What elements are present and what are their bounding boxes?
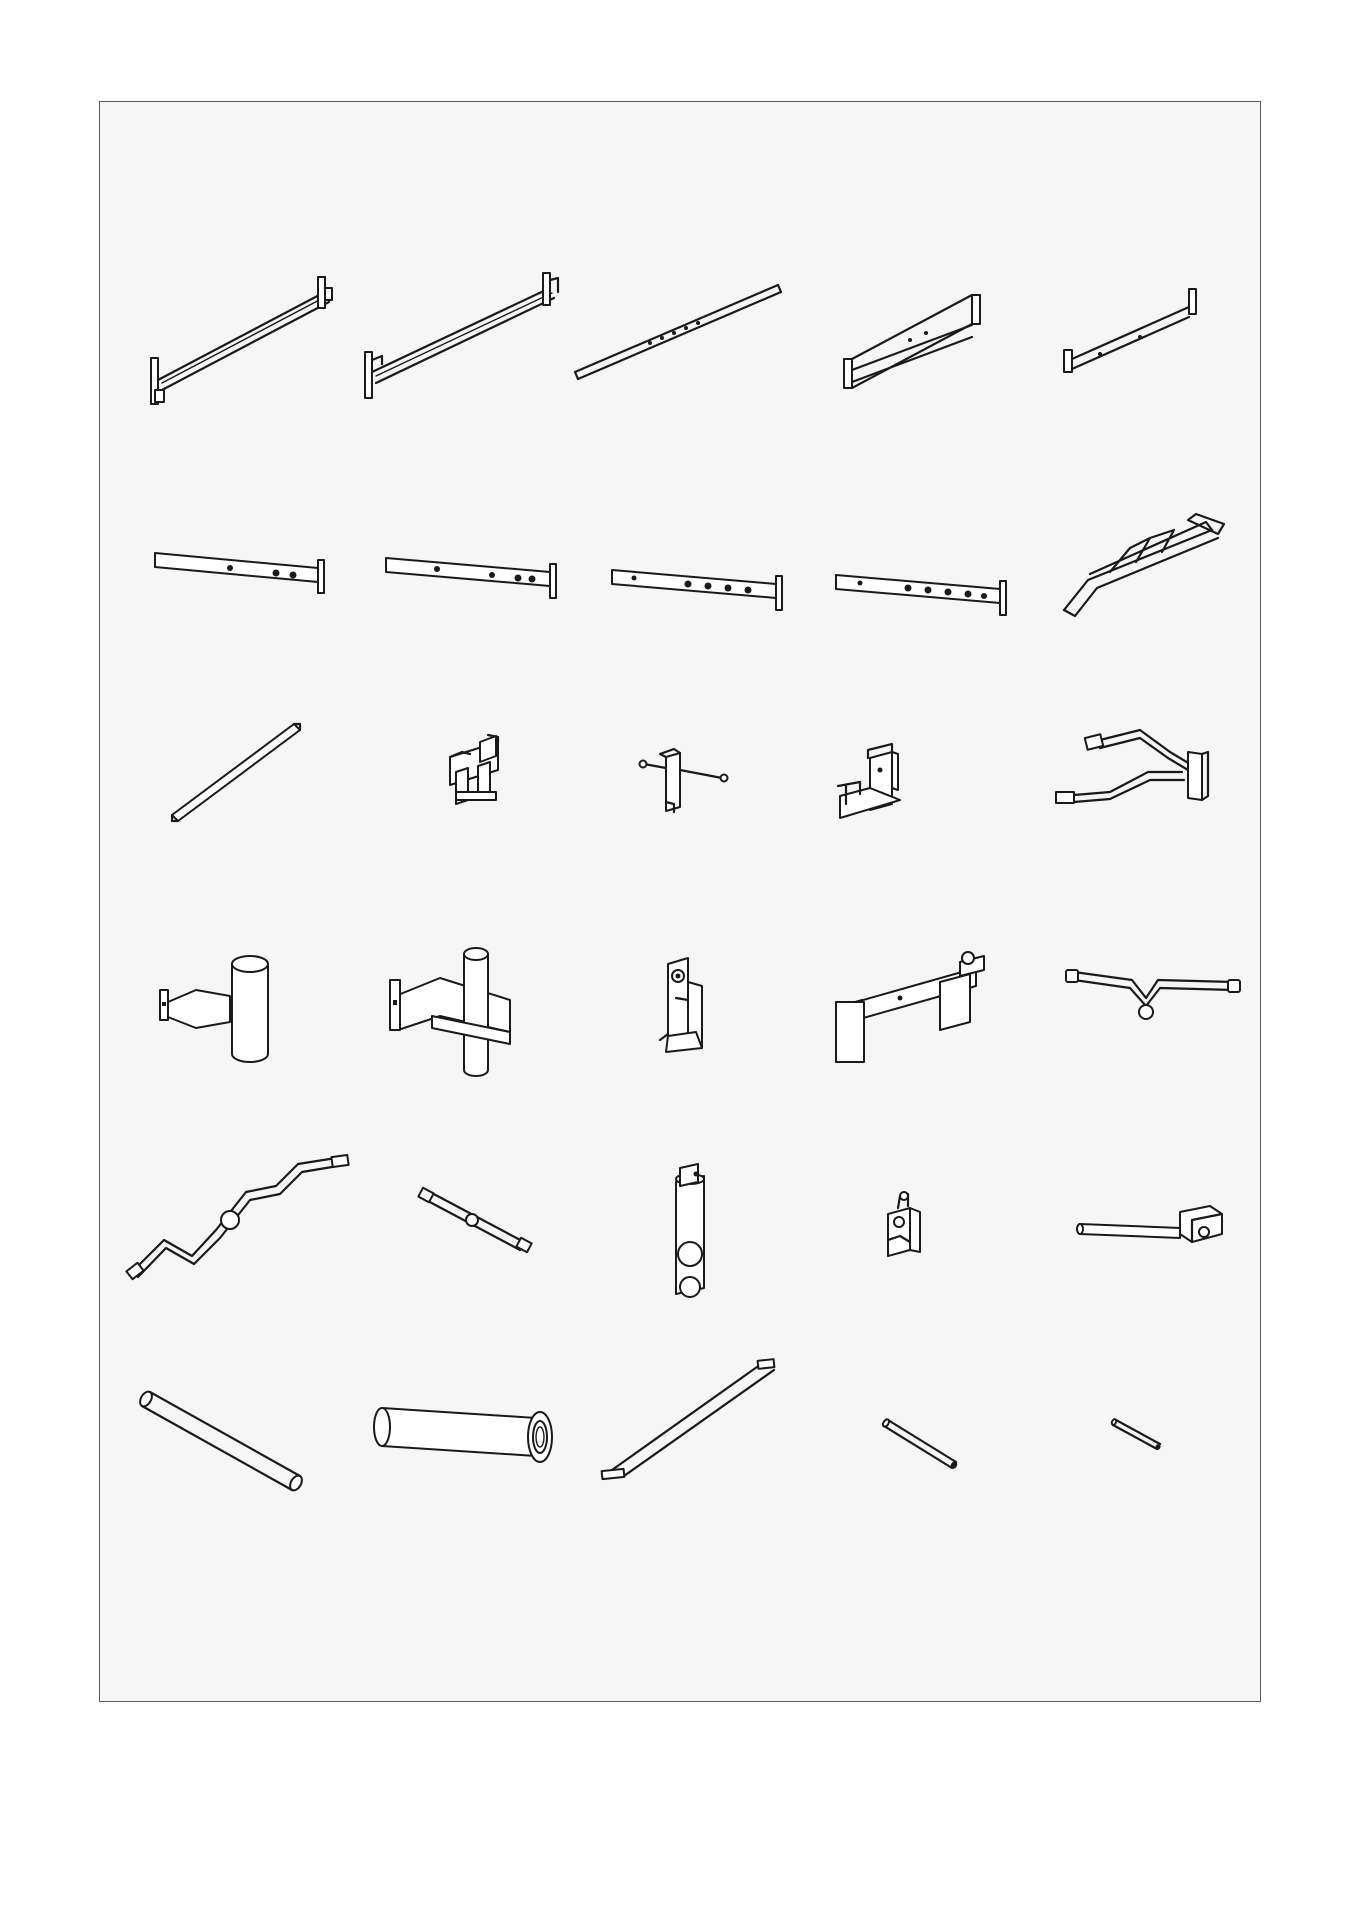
- part-pulley-bracket: [660, 958, 702, 1052]
- parts-diagram-frame: [99, 101, 1261, 1702]
- part-square-tube: [172, 724, 300, 821]
- part-ez-curl-bar: [126, 1155, 348, 1279]
- part-safety-arm: [836, 952, 984, 1062]
- part-j-hook-bracket: [450, 735, 498, 804]
- part-straight-handle-bar: [1066, 970, 1240, 1019]
- part-spotter-bracket: [838, 744, 900, 818]
- part-short-pin: [882, 1418, 959, 1470]
- part-long-round-bar-with-holes: [575, 285, 781, 379]
- part-small-pin: [1111, 1418, 1162, 1450]
- part-long-rail-with-end-brackets-and-hooks: [365, 273, 558, 398]
- part-long-rail-with-end-brackets: [151, 277, 332, 404]
- part-short-straight-bar: [418, 1188, 531, 1252]
- part-pin-lock-sleeve: [640, 749, 728, 812]
- part-tube-with-end-plate-5-holes: [836, 575, 1006, 615]
- part-double-plate-horn-bracket: [390, 948, 510, 1076]
- part-storage-peg-with-sleeve: [1077, 1206, 1222, 1242]
- part-plate-sleeve: [374, 1408, 552, 1462]
- parts-illustration: [100, 102, 1262, 1703]
- part-tube-with-end-plate-4-holes: [612, 570, 782, 610]
- part-landmine-sleeve: [676, 1164, 704, 1297]
- part-crossbar-with-end-plates: [844, 295, 980, 388]
- part-round-tube: [138, 1390, 305, 1493]
- part-tube-with-end-plate-3-holes: [386, 558, 556, 598]
- part-dip-handle: [1056, 730, 1208, 803]
- part-flat-strap: [602, 1359, 775, 1479]
- part-multi-grip-pull-up-bar: [1064, 514, 1224, 616]
- part-short-crossbar-with-end-plates: [1064, 289, 1196, 372]
- part-small-pulley-bracket: [888, 1192, 920, 1256]
- part-plate-horn-bracket: [160, 956, 268, 1062]
- part-tube-with-end-plate-2-holes: [155, 553, 324, 593]
